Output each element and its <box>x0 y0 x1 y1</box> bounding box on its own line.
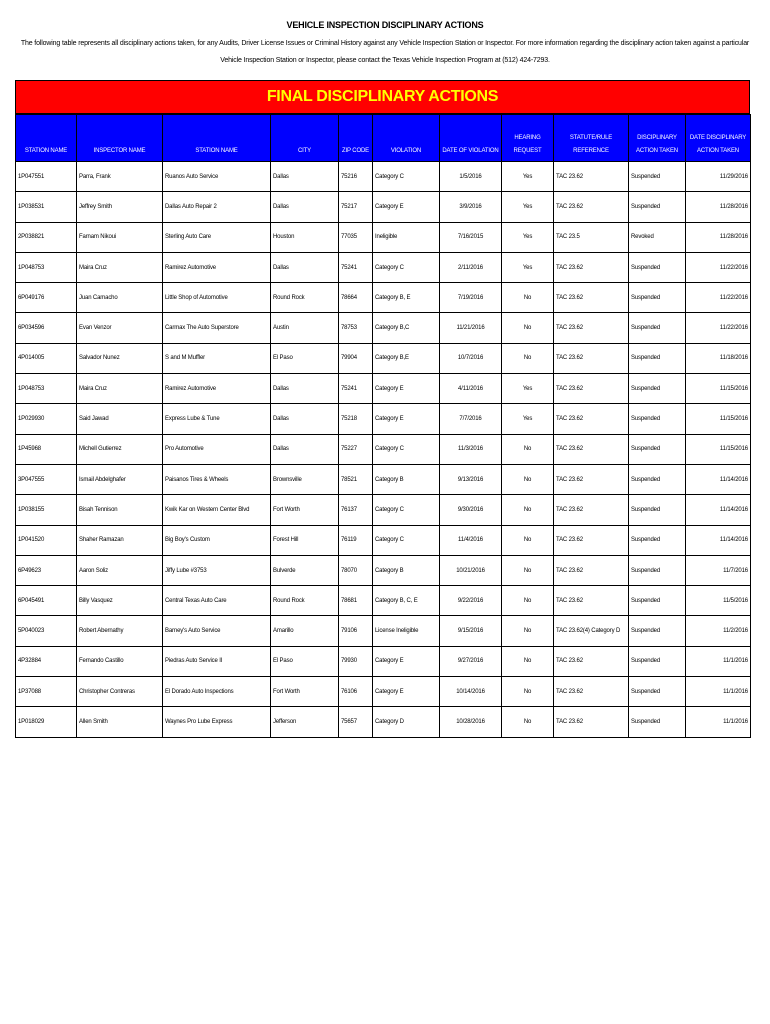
cell-hearing-request: Yes <box>502 252 554 282</box>
cell-inspector-name: Billy Vasquez <box>77 586 163 616</box>
cell-zip-code: 75241 <box>339 374 373 404</box>
cell-hearing-request: No <box>502 525 554 555</box>
cell-violation: Category B, C, E <box>373 586 440 616</box>
table-row <box>16 616 751 646</box>
cell-inspector-name: Bisah Tennison <box>77 495 163 525</box>
header-label: ZIP CODE <box>341 148 370 154</box>
cell-statute-rule-reference: TAC 23.62 <box>554 343 629 373</box>
header-city <box>271 115 339 162</box>
cell-date-of-violation: 2/11/2016 <box>440 252 502 282</box>
page-title: VEHICLE INSPECTION DISCIPLINARY ACTIONS <box>286 20 484 30</box>
cell-date-of-violation: 7/16/2015 <box>440 222 502 252</box>
cell-city: Dallas <box>271 374 339 404</box>
cell-date-action-taken: 11/1/2016 <box>686 646 751 676</box>
cell-city: Amarillo <box>271 616 339 646</box>
cell-city: Dallas <box>271 252 339 282</box>
cell-hearing-request: No <box>502 707 554 737</box>
cell-date-of-violation: 9/13/2016 <box>440 464 502 494</box>
cell-station-id: 6P034596 <box>16 313 77 343</box>
table-header-row <box>16 115 751 162</box>
cell-station-name: Little Shop of Automotive <box>163 283 271 313</box>
cell-city: Bulverde <box>271 555 339 585</box>
cell-city: El Paso <box>271 646 339 676</box>
cell-date-of-violation: 7/19/2016 <box>440 283 502 313</box>
cell-statute-rule-reference: TAC 23.62 <box>554 555 629 585</box>
cell-station-name: Ramirez Automotive <box>163 374 271 404</box>
cell-station-name: Big Boy's Custom <box>163 525 271 555</box>
cell-zip-code: 78070 <box>339 555 373 585</box>
cell-hearing-request: Yes <box>502 404 554 434</box>
cell-city: Fort Worth <box>271 495 339 525</box>
cell-inspector-name: Maira Cruz <box>77 252 163 282</box>
cell-violation: Category C <box>373 252 440 282</box>
cell-date-action-taken: 11/1/2016 <box>686 707 751 737</box>
intro-text <box>14 35 756 69</box>
cell-date-action-taken: 11/5/2016 <box>686 586 751 616</box>
cell-date-action-taken: 11/29/2016 <box>686 162 751 192</box>
header-statute-rule-reference <box>554 115 629 162</box>
disciplinary-actions-table <box>15 114 751 738</box>
header-label: STATUTE/RULE REFERENCE <box>569 135 613 154</box>
table-row <box>16 707 751 737</box>
cell-city: Round Rock <box>271 283 339 313</box>
cell-violation: Category C <box>373 495 440 525</box>
cell-statute-rule-reference: TAC 23.62 <box>554 464 629 494</box>
cell-violation: License Ineligible <box>373 616 440 646</box>
cell-inspector-name: Ismail Abdelghafer <box>77 464 163 494</box>
cell-city: Jefferson <box>271 707 339 737</box>
header-date-action-taken <box>686 115 751 162</box>
cell-violation: Category B, E <box>373 283 440 313</box>
cell-station-id: 5P040023 <box>16 616 77 646</box>
cell-disciplinary-action: Suspended <box>629 283 686 313</box>
header-label: DATE OF VIOLATION <box>442 148 499 154</box>
cell-date-action-taken: 11/18/2016 <box>686 343 751 373</box>
cell-violation: Category E <box>373 192 440 222</box>
cell-station-name: El Dorado Auto Inspections <box>163 677 271 707</box>
cell-zip-code: 75216 <box>339 162 373 192</box>
cell-hearing-request: No <box>502 343 554 373</box>
cell-date-of-violation: 11/4/2016 <box>440 525 502 555</box>
cell-date-of-violation: 3/9/2016 <box>440 192 502 222</box>
cell-date-action-taken: 11/15/2016 <box>686 374 751 404</box>
cell-statute-rule-reference: TAC 23.62 <box>554 525 629 555</box>
cell-disciplinary-action: Suspended <box>629 464 686 494</box>
cell-violation: Category B,E <box>373 343 440 373</box>
cell-inspector-name: Maira Cruz <box>77 374 163 404</box>
cell-statute-rule-reference: TAC 23.62 <box>554 586 629 616</box>
cell-station-name: Paisanos Tires & Wheels <box>163 464 271 494</box>
cell-hearing-request: Yes <box>502 162 554 192</box>
cell-zip-code: 78664 <box>339 283 373 313</box>
cell-statute-rule-reference: TAC 23.62 <box>554 374 629 404</box>
cell-inspector-name: Jeffrey Smith <box>77 192 163 222</box>
table-row <box>16 252 751 282</box>
cell-city: Dallas <box>271 404 339 434</box>
cell-statute-rule-reference: TAC 23.5 <box>554 222 629 252</box>
cell-violation: Category B <box>373 464 440 494</box>
header-label: DATE DISCIPLINARY ACTION TAKEN <box>689 135 747 154</box>
header-label: STATION NAME <box>195 148 238 154</box>
cell-disciplinary-action: Suspended <box>629 434 686 464</box>
cell-violation: Category C <box>373 525 440 555</box>
table-row <box>16 283 751 313</box>
cell-station-id: 6P045491 <box>16 586 77 616</box>
table-row <box>16 677 751 707</box>
cell-date-of-violation: 11/3/2016 <box>440 434 502 464</box>
cell-date-action-taken: 11/15/2016 <box>686 404 751 434</box>
cell-statute-rule-reference: TAC 23.62 <box>554 646 629 676</box>
cell-statute-rule-reference: TAC 23.62 <box>554 707 629 737</box>
cell-statute-rule-reference: TAC 23.62 <box>554 283 629 313</box>
cell-disciplinary-action: Suspended <box>629 495 686 525</box>
cell-violation: Category E <box>373 677 440 707</box>
cell-date-action-taken: 11/15/2016 <box>686 434 751 464</box>
cell-hearing-request: Yes <box>502 192 554 222</box>
cell-statute-rule-reference: TAC 23.62 <box>554 677 629 707</box>
cell-hearing-request: No <box>502 283 554 313</box>
cell-inspector-name: Evan Venzor <box>77 313 163 343</box>
cell-disciplinary-action: Suspended <box>629 192 686 222</box>
cell-station-name: S and M Muffler <box>163 343 271 373</box>
cell-station-id: 6P049176 <box>16 283 77 313</box>
cell-violation: Category B <box>373 555 440 585</box>
cell-violation: Category C <box>373 434 440 464</box>
cell-hearing-request: No <box>502 495 554 525</box>
cell-city: Brownsville <box>271 464 339 494</box>
cell-date-action-taken: 11/14/2016 <box>686 495 751 525</box>
cell-hearing-request: No <box>502 677 554 707</box>
cell-date-of-violation: 10/7/2016 <box>440 343 502 373</box>
cell-station-name: Dallas Auto Repair 2 <box>163 192 271 222</box>
cell-station-id: 1P038531 <box>16 192 77 222</box>
cell-inspector-name: Juan Camacho <box>77 283 163 313</box>
cell-station-name: Central Texas Auto Care <box>163 586 271 616</box>
cell-violation: Ineligible <box>373 222 440 252</box>
table-row <box>16 374 751 404</box>
header-station-name <box>163 115 271 162</box>
cell-zip-code: 76137 <box>339 495 373 525</box>
cell-statute-rule-reference: TAC 23.62 <box>554 252 629 282</box>
cell-zip-code: 75217 <box>339 192 373 222</box>
cell-city: Dallas <box>271 434 339 464</box>
cell-hearing-request: No <box>502 586 554 616</box>
cell-station-id: 2P038821 <box>16 222 77 252</box>
table-row <box>16 192 751 222</box>
cell-station-name: Pro Automotive <box>163 434 271 464</box>
header-label: VIOLATION <box>390 148 422 154</box>
cell-disciplinary-action: Suspended <box>629 343 686 373</box>
table-row <box>16 646 751 676</box>
cell-date-action-taken: 11/7/2016 <box>686 555 751 585</box>
cell-station-name: Ruanos Auto Service <box>163 162 271 192</box>
cell-date-action-taken: 11/28/2016 <box>686 222 751 252</box>
cell-disciplinary-action: Suspended <box>629 677 686 707</box>
cell-disciplinary-action: Revoked <box>629 222 686 252</box>
cell-violation: Category D <box>373 707 440 737</box>
cell-inspector-name: Farnam Nikoui <box>77 222 163 252</box>
header-date-of-violation <box>440 115 502 162</box>
cell-date-of-violation: 7/7/2016 <box>440 404 502 434</box>
intro-line-2: Vehicle Inspection Station or Inspector, please contact the Texas Vehicle Inspection Program at (512) 424-7293. <box>220 57 550 64</box>
cell-date-action-taken: 11/14/2016 <box>686 464 751 494</box>
table-row <box>16 464 751 494</box>
cell-zip-code: 79904 <box>339 343 373 373</box>
cell-disciplinary-action: Suspended <box>629 252 686 282</box>
cell-station-id: 1P018029 <box>16 707 77 737</box>
cell-date-of-violation: 10/28/2016 <box>440 707 502 737</box>
cell-statute-rule-reference: TAC 23.62 <box>554 495 629 525</box>
cell-city: Round Rock <box>271 586 339 616</box>
cell-city: Fort Worth <box>271 677 339 707</box>
cell-inspector-name: Allen Smith <box>77 707 163 737</box>
table-row <box>16 495 751 525</box>
cell-statute-rule-reference: TAC 23.62 <box>554 313 629 343</box>
cell-date-action-taken: 11/14/2016 <box>686 525 751 555</box>
cell-inspector-name: Christopher Contreras <box>77 677 163 707</box>
cell-station-id: 1P048753 <box>16 252 77 282</box>
cell-date-of-violation: 9/22/2016 <box>440 586 502 616</box>
cell-zip-code: 75227 <box>339 434 373 464</box>
header-label: CITY <box>297 148 312 154</box>
cell-violation: Category E <box>373 404 440 434</box>
cell-station-id: 1P37088 <box>16 677 77 707</box>
cell-hearing-request: No <box>502 555 554 585</box>
cell-statute-rule-reference: TAC 23.62 <box>554 404 629 434</box>
cell-date-of-violation: 9/27/2016 <box>440 646 502 676</box>
table-body <box>16 162 751 738</box>
final-actions-banner: FINAL DISCIPLINARY ACTIONS <box>15 80 750 114</box>
cell-disciplinary-action: Suspended <box>629 374 686 404</box>
cell-inspector-name: Michell Gutierrez <box>77 434 163 464</box>
cell-violation: Category B,C <box>373 313 440 343</box>
header-inspector-name <box>77 115 163 162</box>
cell-city: El Paso <box>271 343 339 373</box>
cell-violation: Category E <box>373 646 440 676</box>
cell-zip-code: 79106 <box>339 616 373 646</box>
table-row <box>16 586 751 616</box>
cell-station-name: Barney's Auto Service <box>163 616 271 646</box>
cell-station-id: 4P014005 <box>16 343 77 373</box>
cell-date-action-taken: 11/22/2016 <box>686 313 751 343</box>
cell-disciplinary-action: Suspended <box>629 586 686 616</box>
cell-date-of-violation: 1/5/2016 <box>440 162 502 192</box>
cell-station-id: 1P029930 <box>16 404 77 434</box>
table-row <box>16 222 751 252</box>
intro-line-1: The following table represents all disciplinary actions taken, for any Audits, Driver License Issues or Criminal History against any Vehicle Inspection Station or Inspector. For more information regarding the disciplinary action taken against a particular <box>20 40 750 47</box>
cell-zip-code: 79930 <box>339 646 373 676</box>
cell-statute-rule-reference: TAC 23.62 <box>554 192 629 222</box>
cell-city: Houston <box>271 222 339 252</box>
cell-hearing-request: No <box>502 646 554 676</box>
cell-date-action-taken: 11/22/2016 <box>686 283 751 313</box>
cell-inspector-name: Parra, Frank <box>77 162 163 192</box>
cell-date-of-violation: 9/30/2016 <box>440 495 502 525</box>
cell-date-of-violation: 10/21/2016 <box>440 555 502 585</box>
cell-date-of-violation: 4/11/2016 <box>440 374 502 404</box>
cell-inspector-name: Robert Abernathy <box>77 616 163 646</box>
cell-inspector-name: Salvador Nunez <box>77 343 163 373</box>
cell-city: Austin <box>271 313 339 343</box>
cell-disciplinary-action: Suspended <box>629 616 686 646</box>
header-hearing-request <box>502 115 554 162</box>
cell-inspector-name: Shaher Ramazan <box>77 525 163 555</box>
cell-station-name: Waynes Pro Lube Express <box>163 707 271 737</box>
header-label: INSPECTOR NAME <box>93 148 146 154</box>
cell-disciplinary-action: Suspended <box>629 525 686 555</box>
header-station-id <box>16 115 77 162</box>
cell-station-id: 6P49623 <box>16 555 77 585</box>
cell-statute-rule-reference: TAC 23.62 <box>554 434 629 464</box>
cell-zip-code: 78681 <box>339 586 373 616</box>
cell-zip-code: 78753 <box>339 313 373 343</box>
cell-zip-code: 76119 <box>339 525 373 555</box>
cell-disciplinary-action: Suspended <box>629 555 686 585</box>
header-label: HEARING REQUEST <box>513 135 542 154</box>
cell-station-name: Sterling Auto Care <box>163 222 271 252</box>
cell-station-name: Carmax The Auto Superstore <box>163 313 271 343</box>
cell-date-of-violation: 11/21/2016 <box>440 313 502 343</box>
cell-hearing-request: No <box>502 434 554 464</box>
cell-station-id: 3P047555 <box>16 464 77 494</box>
header-violation <box>373 115 440 162</box>
cell-zip-code: 75241 <box>339 252 373 282</box>
table-row <box>16 404 751 434</box>
cell-hearing-request: No <box>502 616 554 646</box>
header-disciplinary-action <box>629 115 686 162</box>
cell-city: Dallas <box>271 162 339 192</box>
cell-station-id: 4P32884 <box>16 646 77 676</box>
header-zip-code <box>339 115 373 162</box>
cell-station-id: 1P047551 <box>16 162 77 192</box>
cell-zip-code: 75657 <box>339 707 373 737</box>
cell-date-of-violation: 10/14/2016 <box>440 677 502 707</box>
cell-statute-rule-reference: TAC 23.62 <box>554 162 629 192</box>
cell-station-id: 1P038155 <box>16 495 77 525</box>
cell-disciplinary-action: Suspended <box>629 313 686 343</box>
table-row <box>16 434 751 464</box>
cell-statute-rule-reference: TAC 23.62(4) Category D <box>554 616 629 646</box>
cell-date-action-taken: 11/1/2016 <box>686 677 751 707</box>
cell-inspector-name: Said Jawad <box>77 404 163 434</box>
cell-violation: Category C <box>373 162 440 192</box>
cell-violation: Category E <box>373 374 440 404</box>
cell-station-id: 1P041520 <box>16 525 77 555</box>
cell-zip-code: 75218 <box>339 404 373 434</box>
cell-city: Forest Hill <box>271 525 339 555</box>
cell-date-action-taken: 11/28/2016 <box>686 192 751 222</box>
table-row <box>16 525 751 555</box>
cell-date-action-taken: 11/2/2016 <box>686 616 751 646</box>
cell-station-name: Express Lube & Tune <box>163 404 271 434</box>
cell-hearing-request: No <box>502 313 554 343</box>
cell-date-of-violation: 9/15/2016 <box>440 616 502 646</box>
cell-hearing-request: No <box>502 464 554 494</box>
table-row <box>16 555 751 585</box>
cell-city: Dallas <box>271 192 339 222</box>
cell-zip-code: 76106 <box>339 677 373 707</box>
cell-disciplinary-action: Suspended <box>629 404 686 434</box>
cell-inspector-name: Aaron Soliz <box>77 555 163 585</box>
table-row <box>16 162 751 192</box>
cell-disciplinary-action: Suspended <box>629 162 686 192</box>
cell-zip-code: 78521 <box>339 464 373 494</box>
table-row <box>16 313 751 343</box>
cell-station-name: Ramirez Automotive <box>163 252 271 282</box>
cell-disciplinary-action: Suspended <box>629 646 686 676</box>
cell-station-name: Jiffy Lube #3753 <box>163 555 271 585</box>
cell-station-name: Piedras Auto Service II <box>163 646 271 676</box>
cell-inspector-name: Fernando Castillo <box>77 646 163 676</box>
cell-zip-code: 77035 <box>339 222 373 252</box>
cell-station-id: 1P45968 <box>16 434 77 464</box>
cell-station-id: 1P048753 <box>16 374 77 404</box>
header-label: STATION NAME <box>24 148 68 154</box>
table-row <box>16 343 751 373</box>
cell-disciplinary-action: Suspended <box>629 707 686 737</box>
cell-date-action-taken: 11/22/2016 <box>686 252 751 282</box>
cell-station-name: Kwik Kar on Western Center Blvd <box>163 495 271 525</box>
header-label: DISCIPLINARY ACTION TAKEN <box>636 135 678 154</box>
cell-hearing-request: Yes <box>502 222 554 252</box>
cell-hearing-request: Yes <box>502 374 554 404</box>
